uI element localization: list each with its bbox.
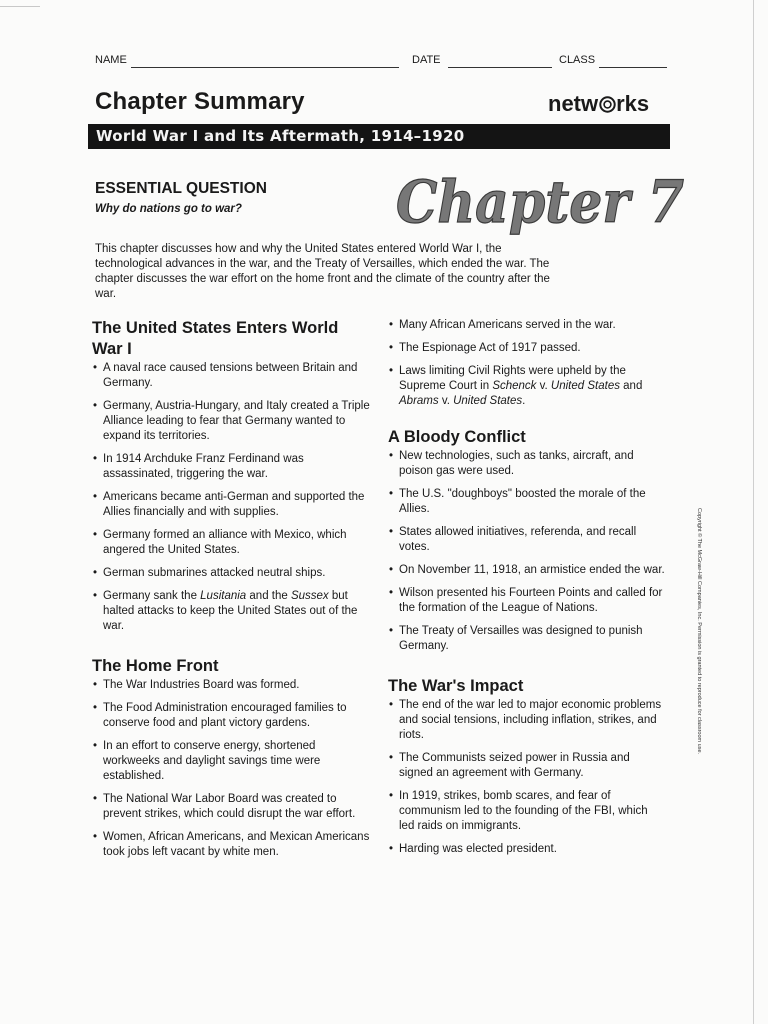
list-wars-impact: [388, 698, 666, 857]
copyright-notice: Copyright © The McGraw-Hill Companies, Inc. Permission is granted to reproduce for classroom use.: [696, 508, 702, 755]
left-column: [92, 318, 370, 868]
list-home-front: [92, 678, 370, 860]
essential-question-heading: ESSENTIAL QUESTION: [95, 180, 267, 197]
section-title-impact: The War's Impact: [388, 677, 524, 695]
list-item: • Harding was elected president.: [388, 842, 666, 857]
class-label: CLASS: [559, 54, 596, 66]
list-item: • The Espionage Act of 1917 passed.: [388, 341, 666, 356]
section-title-home-front: The Home Front: [92, 657, 219, 675]
list-item: • The Food Administration encouraged families to conserve food and plant victory gardens.: [92, 701, 370, 731]
list-item: • In 1919, strikes, bomb scares, and fear of communism led to the founding of the FBI, which led raids on immigrants.: [388, 789, 666, 834]
list-item: • Germany formed an alliance with Mexico, which angered the United States.: [92, 528, 370, 558]
list-item: • Germany, Austria-Hungary, and Italy created a Triple Alliance leading to fear that Germany wanted to expand its territories.: [92, 399, 370, 444]
list-item: • The Communists seized power in Russia and signed an agreement with Germany.: [388, 751, 666, 781]
chapter-banner: World War I and Its Aftermath, 1914–1920: [88, 124, 670, 149]
list-item: • The Treaty of Versailles was designed to punish Germany.: [388, 624, 666, 654]
name-blank[interactable]: [131, 67, 399, 68]
list-item: • Women, African Americans, and Mexican Americans took jobs left vacant by white men.: [92, 830, 370, 860]
list-item: • The U.S. "doughboys" boosted the morale of the Allies.: [388, 487, 666, 517]
section-title-enters: The United States Enters World War I: [92, 319, 339, 358]
brand-text-end: rks: [616, 91, 650, 116]
brand-logo: [548, 91, 649, 117]
section-title-bloody: A Bloody Conflict: [388, 428, 526, 446]
list-item: • Many African Americans served in the war.: [388, 318, 666, 333]
list-item: • The War Industries Board was formed.: [92, 678, 370, 693]
chapter-intro: This chapter discusses how and why the United States entered World War I, the technological advances in the war, and the Treaty of Versailles, which ended the war. The chapter discusses the war effort on the home front and the climate of the country after the war.: [95, 243, 550, 300]
brand-text-start: netw: [548, 91, 599, 116]
right-column: [388, 318, 666, 865]
scan-edge-line: [753, 0, 754, 1024]
list-enters-continued: [388, 318, 666, 409]
list-item: • Americans became anti-German and supported the Allies financially and with supplies.: [92, 490, 370, 520]
list-bloody-conflict: [388, 449, 666, 654]
student-info-line: [95, 54, 667, 70]
date-blank[interactable]: [448, 67, 552, 68]
scan-edge-mark: [0, 6, 40, 7]
class-blank[interactable]: [599, 67, 667, 68]
list-item: • The National War Labor Board was created to prevent strikes, which could disrupt the war effort.: [92, 792, 370, 822]
handwritten-chapter-7: [392, 160, 692, 240]
handwritten-chapter-text: Chapter 7: [396, 168, 684, 236]
list-item: • Laws limiting Civil Rights were upheld by the Supreme Court in Schenck v. United States and Abrams v. United States.: [388, 364, 666, 409]
list-item: • The end of the war led to major economic problems and social tensions, including inflation, strikes, and riots.: [388, 698, 666, 743]
page-title: Chapter Summary: [95, 88, 305, 115]
list-item: • States allowed initiatives, referenda, and recall votes.: [388, 525, 666, 555]
globe-o-icon: [599, 96, 616, 113]
essential-question-text: Why do nations go to war?: [95, 203, 242, 215]
name-label: NAME: [95, 54, 127, 66]
list-enters: [92, 361, 370, 634]
list-item: • German submarines attacked neutral ships.: [92, 566, 370, 581]
list-item: • In 1914 Archduke Franz Ferdinand was assassinated, triggering the war.: [92, 452, 370, 482]
date-label: DATE: [412, 54, 441, 66]
list-item: • On November 11, 1918, an armistice ended the war.: [388, 563, 666, 578]
list-item: • A naval race caused tensions between Britain and Germany.: [92, 361, 370, 391]
list-item: • New technologies, such as tanks, aircraft, and poison gas were used.: [388, 449, 666, 479]
list-item: • In an effort to conserve energy, shortened workweeks and daylight savings time were established.: [92, 739, 370, 784]
list-item: • Germany sank the Lusitania and the Sussex but halted attacks to keep the United States out of the war.: [92, 589, 370, 634]
list-item: • Wilson presented his Fourteen Points and called for the formation of the League of Nations.: [388, 586, 666, 616]
